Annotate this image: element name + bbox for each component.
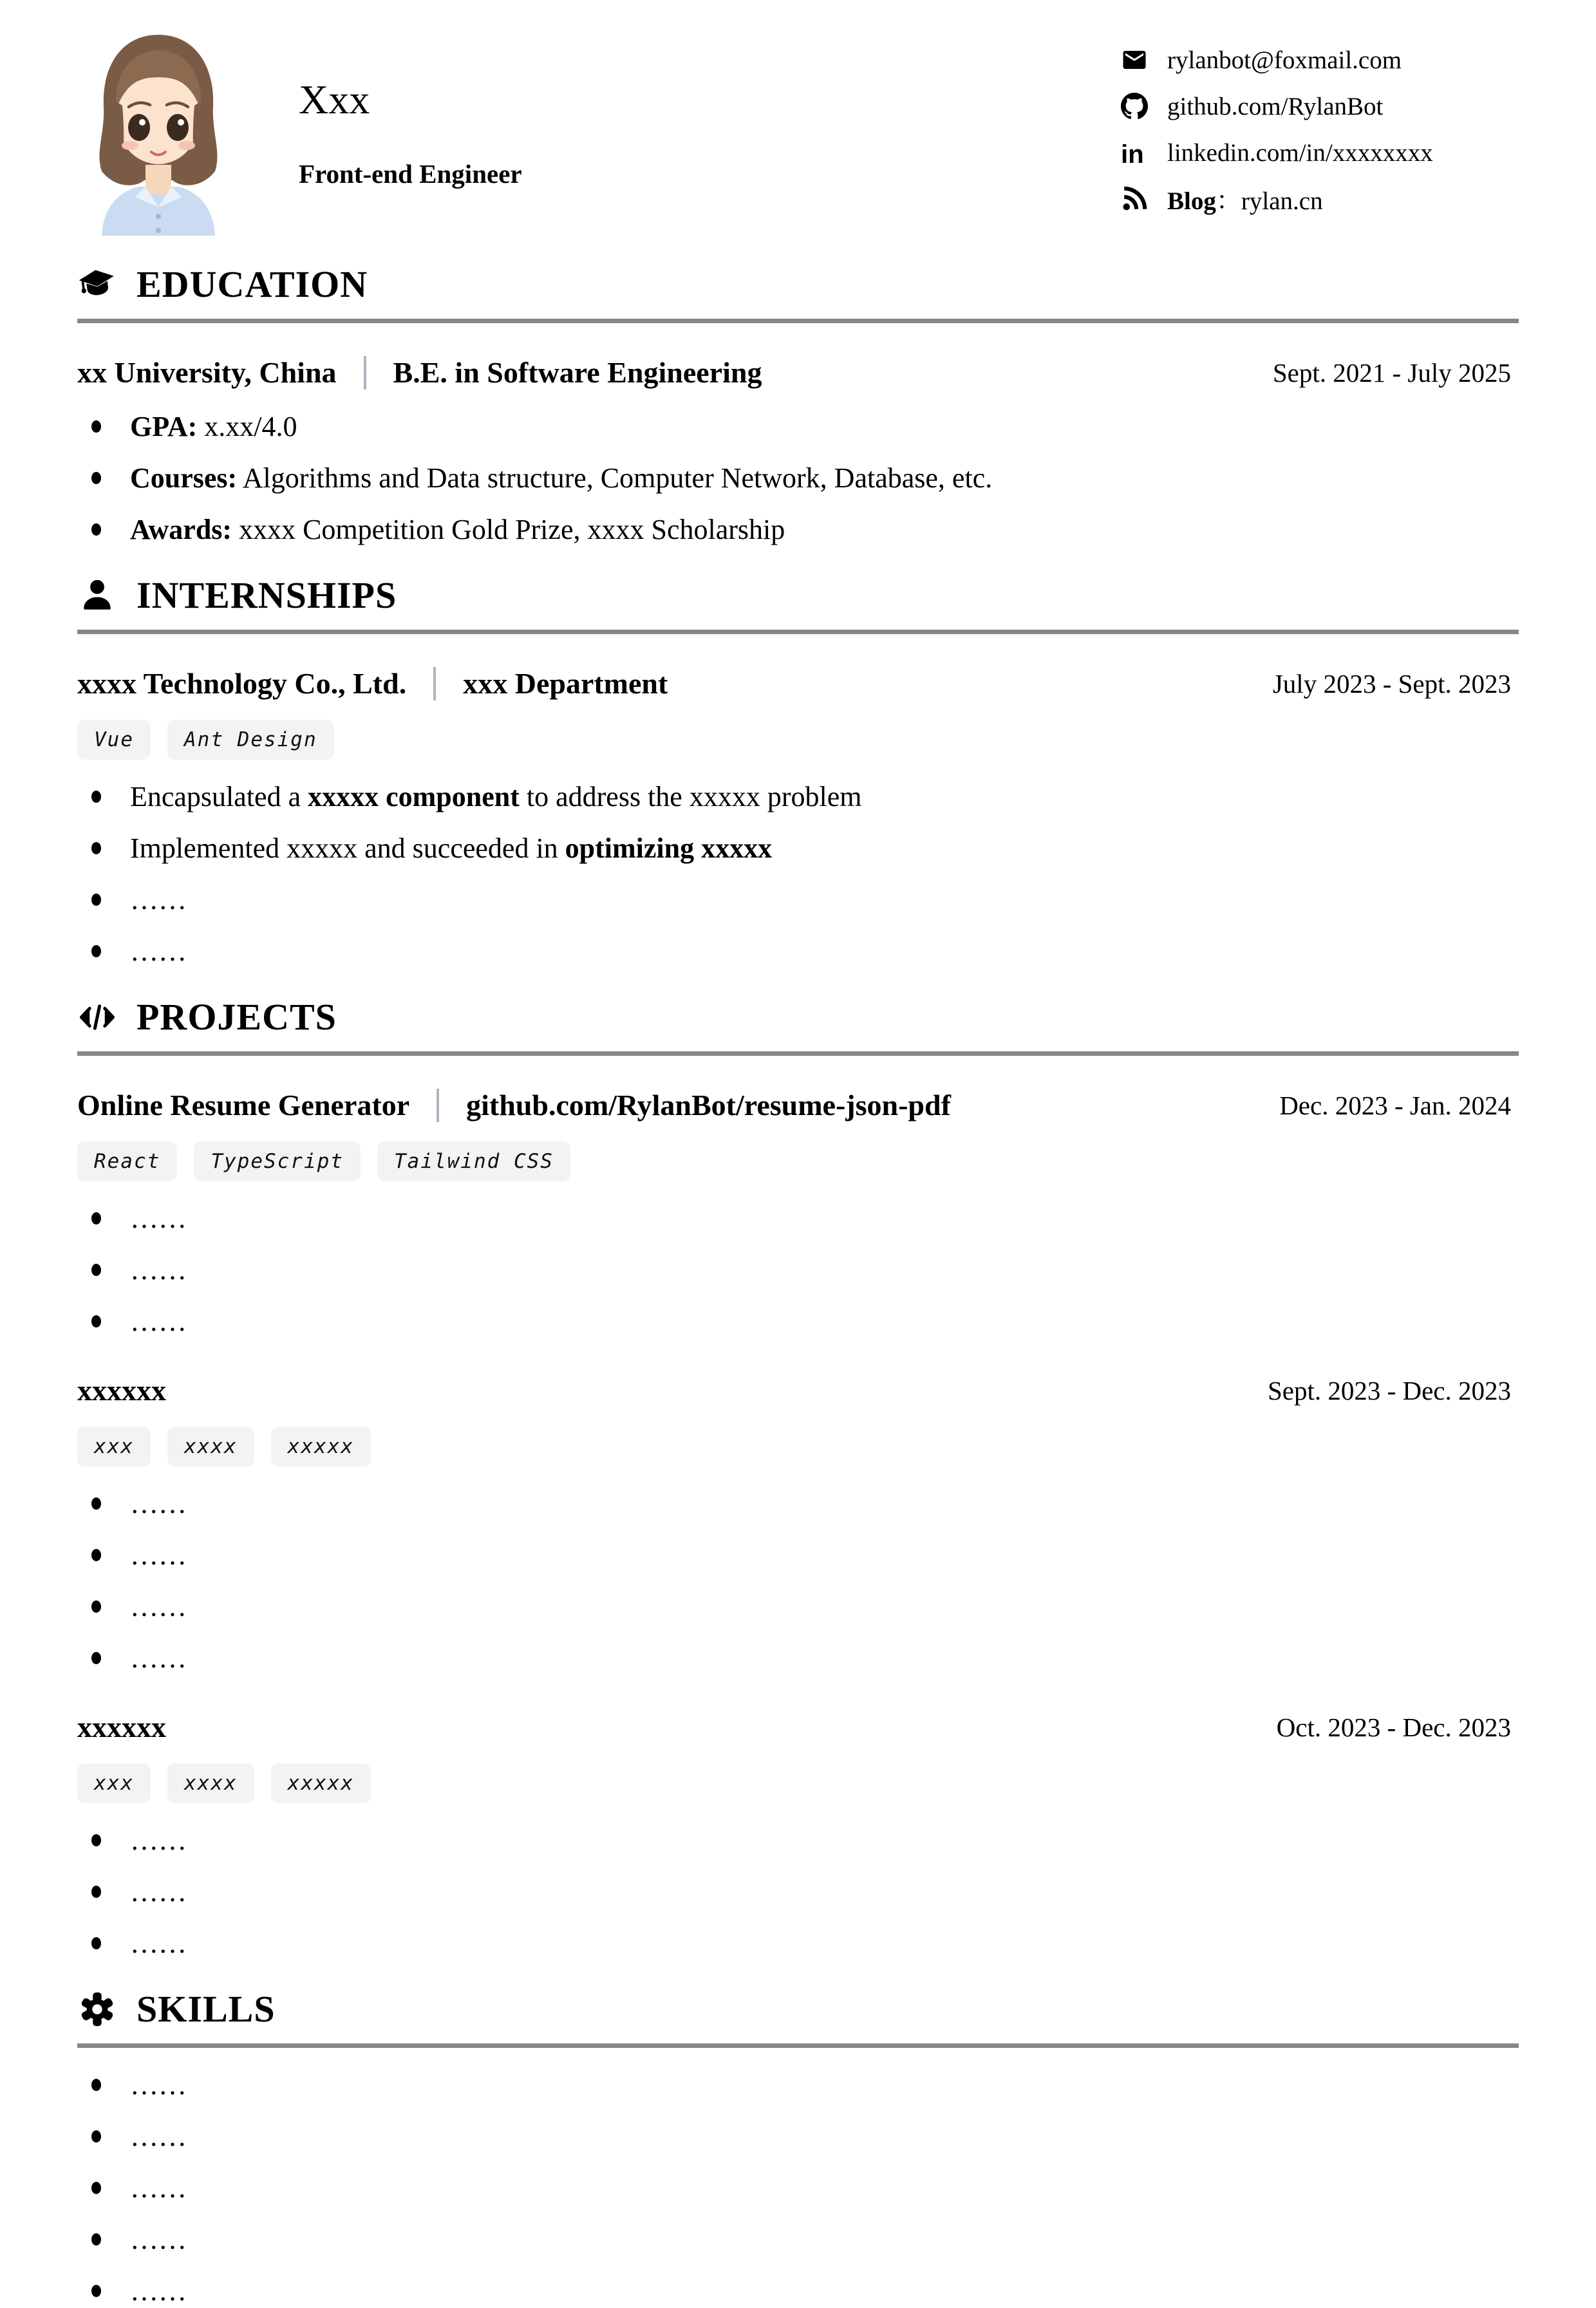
bullet-item: …… — [77, 883, 1519, 917]
section-internships — [77, 574, 1519, 968]
section-divider — [77, 2043, 1519, 2048]
avatar — [77, 18, 239, 236]
bullet-item: …… — [77, 2069, 1519, 2102]
education-entry-header — [77, 355, 1519, 389]
blog-separator: ： — [1216, 187, 1241, 215]
avatar-illustration — [77, 18, 239, 236]
contact-row-linkedin — [1120, 136, 1519, 169]
education-bullet-list — [77, 410, 1519, 547]
project-tag-list — [77, 1763, 1519, 1803]
internship-tag-list — [77, 720, 1519, 760]
project-date-range: Dec. 2023 - Jan. 2024 — [1279, 1090, 1511, 1120]
tech-tag: TypeScript — [194, 1141, 361, 1181]
project-bullet-list — [77, 1202, 1519, 1338]
bullet-item: …… — [77, 1305, 1519, 1338]
graduation-cap-icon — [77, 265, 117, 305]
project-entry-header — [77, 1088, 1519, 1122]
department-name: xxx Department — [463, 667, 668, 700]
github-value[interactable]: github.com/RylanBot — [1167, 92, 1384, 120]
linkedin-icon — [1120, 138, 1149, 167]
project-sub-entry — [77, 1373, 1519, 1675]
section-heading: SKILLS — [136, 1988, 276, 2030]
project-bullet-list — [77, 1487, 1519, 1675]
gear-icon — [77, 1989, 117, 2029]
bullet-item: …… — [77, 1642, 1519, 1675]
project-sub-entry — [77, 1710, 1519, 1960]
project-tag-list — [77, 1427, 1519, 1467]
section-divider — [77, 630, 1519, 634]
tech-tag: xxxx — [167, 1763, 254, 1803]
tech-tag: Vue — [77, 720, 151, 760]
contact-row-email — [1120, 44, 1519, 76]
section-heading: PROJECTS — [136, 996, 337, 1038]
section-heading: INTERNSHIPS — [136, 574, 397, 616]
project-bullet-list — [77, 1824, 1519, 1960]
job-title: Front-end Engineer — [299, 159, 522, 189]
blog-value[interactable]: rylan.cn — [1241, 187, 1323, 215]
identity — [299, 18, 522, 189]
section-skills — [77, 1987, 1519, 2308]
tech-tag: xxx — [77, 1763, 151, 1803]
bullet-item: …… — [77, 2223, 1519, 2256]
bullet-item: GPA: x.xx/4.0 — [77, 410, 1519, 444]
bullet-item: …… — [77, 1202, 1519, 1235]
svg-text:in: in — [1121, 139, 1144, 166]
blog-entry — [1167, 181, 1323, 217]
bullet-item: …… — [77, 1875, 1519, 1909]
github-icon — [1120, 91, 1149, 121]
section-heading: EDUCATION — [136, 263, 368, 305]
contact-list — [1120, 18, 1519, 229]
education-date-range: Sept. 2021 - July 2025 — [1272, 357, 1511, 388]
bullet-item: …… — [77, 1590, 1519, 1624]
project-tag-list — [77, 1141, 1519, 1181]
bullet-item: …… — [77, 1824, 1519, 1857]
tech-tag: xxxxx — [271, 1763, 371, 1803]
bullet-item: …… — [77, 2275, 1519, 2308]
bullet-item: …… — [77, 2120, 1519, 2153]
section-divider — [77, 319, 1519, 323]
internships-header — [77, 574, 1519, 617]
project-date-range: Oct. 2023 - Dec. 2023 — [1276, 1712, 1511, 1742]
internship-entry-header — [77, 666, 1519, 700]
person-name: Xxx — [299, 77, 370, 122]
project-name: xxxxxx — [77, 1711, 166, 1743]
tech-tag: xxx — [77, 1427, 151, 1467]
title-separator — [433, 667, 436, 700]
section-education — [77, 263, 1519, 547]
contact-row-github — [1120, 90, 1519, 122]
section-divider — [77, 1051, 1519, 1056]
bullet-item: Courses: Algorithms and Data structure, Computer Network, Database, etc. — [77, 462, 1519, 495]
education-header — [77, 263, 1519, 306]
title-separator — [364, 356, 366, 389]
project-name: xxxxxx — [77, 1374, 166, 1407]
projects-header — [77, 995, 1519, 1038]
header — [77, 18, 1519, 236]
skills-header — [77, 1987, 1519, 2031]
bullet-item: …… — [77, 2172, 1519, 2205]
title-separator — [437, 1089, 439, 1122]
blog-label: Blog — [1167, 187, 1216, 215]
project-entry-header — [77, 1373, 1519, 1407]
internship-bullet-list — [77, 780, 1519, 968]
skills-bullet-list — [77, 2069, 1519, 2308]
bullet-item: Encapsulated a xxxxx component to address the xxxxx problem — [77, 780, 1519, 814]
linkedin-value[interactable]: linkedin.com/in/xxxxxxxx — [1167, 138, 1433, 167]
tech-tag: xxxxx — [271, 1427, 371, 1467]
project-entry-header — [77, 1710, 1519, 1744]
section-projects — [77, 995, 1519, 1960]
tech-tag: Tailwind CSS — [377, 1141, 570, 1181]
bullet-item: …… — [77, 935, 1519, 968]
project-date-range: Sept. 2023 - Dec. 2023 — [1267, 1375, 1511, 1405]
bullet-item: Awards: xxxx Competition Gold Prize, xxxx Scholarship — [77, 513, 1519, 547]
rss-icon — [1120, 184, 1149, 214]
repo-url[interactable]: github.com/RylanBot/resume-json-pdf — [466, 1089, 951, 1121]
email-icon — [1120, 45, 1149, 75]
bullet-item: …… — [77, 1487, 1519, 1521]
tech-tag: React — [77, 1141, 177, 1181]
contact-row-blog — [1120, 183, 1519, 215]
internship-date-range: July 2023 - Sept. 2023 — [1272, 668, 1511, 699]
school-name: xx University, China — [77, 356, 337, 389]
bullet-item: …… — [77, 1253, 1519, 1287]
bullet-item: …… — [77, 1539, 1519, 1572]
project-name: Online Resume Generator — [77, 1089, 410, 1121]
tech-tag: Ant Design — [167, 720, 334, 760]
bullet-item: Implemented xxxxx and succeeded in optimizing xxxxx — [77, 832, 1519, 865]
company-name: xxxx Technology Co., Ltd. — [77, 667, 407, 700]
degree-name: B.E. in Software Engineering — [393, 356, 762, 389]
person-icon — [77, 576, 117, 615]
email-value[interactable]: rylanbot@foxmail.com — [1167, 46, 1402, 74]
bullet-item: …… — [77, 1927, 1519, 1960]
tech-tag: xxxx — [167, 1427, 254, 1467]
code-icon — [77, 997, 117, 1037]
